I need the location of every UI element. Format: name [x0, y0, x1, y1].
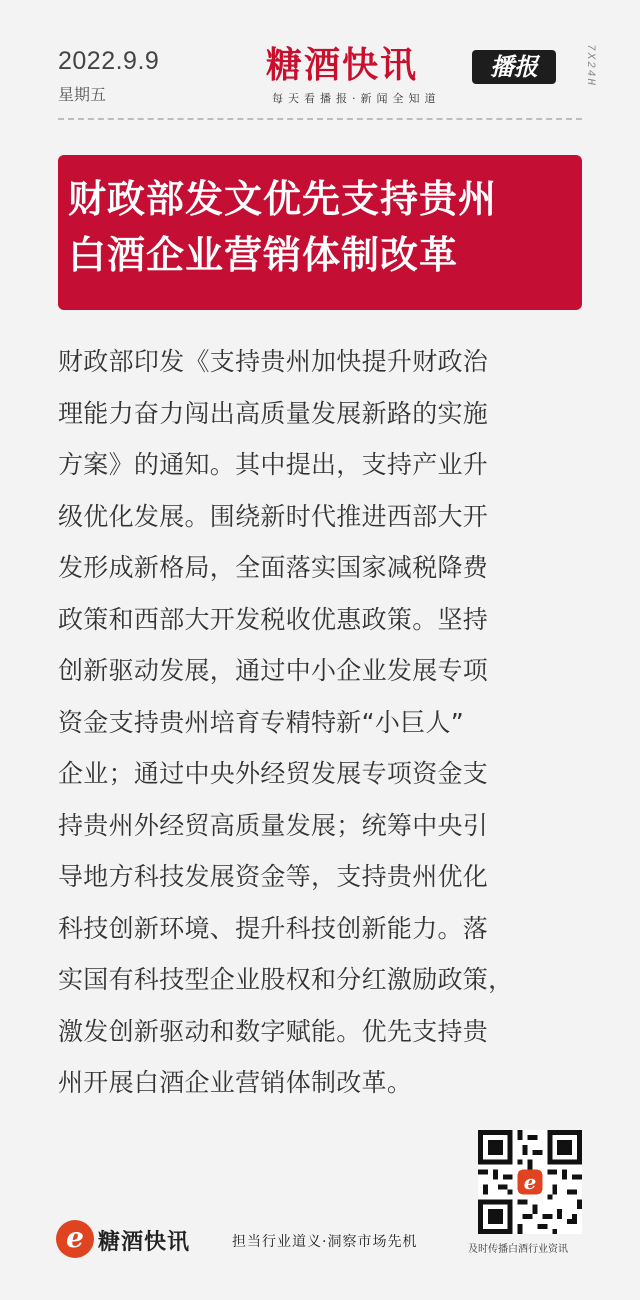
body-line: 科技创新环境、提升科技创新能力。落	[58, 913, 489, 943]
date-block	[58, 46, 159, 105]
body-line: 企业；通过中央外经贸发展专项资金支	[58, 759, 489, 788]
body-line: 级优化发展。围绕新时代推进西部大开	[58, 501, 489, 531]
divider	[58, 118, 582, 120]
logo-icon: e	[56, 1220, 94, 1258]
brand-name: 糖酒快讯	[266, 45, 419, 86]
body-line: 州开展白酒企业营销体制改革。	[58, 1068, 413, 1097]
side-code-text: 7X24H	[584, 44, 596, 88]
article-body	[58, 336, 584, 1109]
body-line: 方案》的通知。其中提出，支持产业升	[58, 450, 489, 479]
svg-text:e: e	[523, 1169, 537, 1194]
brand-tagline: 每天看播报·新闻全知道	[272, 92, 441, 105]
headline-line-1: 财政部发文优先支持贵州	[68, 177, 498, 221]
brand-logo	[266, 44, 566, 104]
body-line: 持贵州外经贸高质量发展；统筹中央引	[58, 810, 489, 840]
body-line: 财政部印发《支持贵州加快提升财政治	[58, 347, 489, 376]
body-line: 理能力奋力闯出高质量发展新路的实施	[58, 398, 489, 428]
body-line: 政策和西部大开发税收优惠政策。坚持	[58, 604, 489, 634]
headline-line-2: 白酒企业营销体制改革	[68, 233, 459, 277]
body-line: 资金支持贵州培育专精特新“小巨人”	[58, 707, 465, 737]
body-line: 导地方科技发展资金等，支持贵州优化	[58, 862, 489, 891]
body-line: 发形成新格局，全面落实国家减税降费	[58, 553, 489, 582]
headline-box	[58, 155, 582, 310]
weekday: 星期五	[58, 85, 107, 104]
qr-label: 及时传播白酒行业资讯	[468, 1244, 568, 1255]
body-line: 实国有科技型企业股权和分红激励政策，	[58, 965, 514, 994]
side-code	[582, 44, 598, 102]
footer-brand: 糖酒快讯	[98, 1230, 191, 1255]
brand-badge: 播报	[472, 50, 556, 84]
body-line: 激发创新驱动和数字赋能。优先支持贵	[58, 1016, 489, 1046]
body-line: 创新驱动发展，通过中小企业发展专项	[58, 656, 489, 685]
footer-slogan: 担当行业道义·洞察市场先机	[232, 1234, 418, 1250]
date: 2022.9.9	[58, 47, 160, 75]
qr-code-icon[interactable]	[478, 1130, 582, 1234]
